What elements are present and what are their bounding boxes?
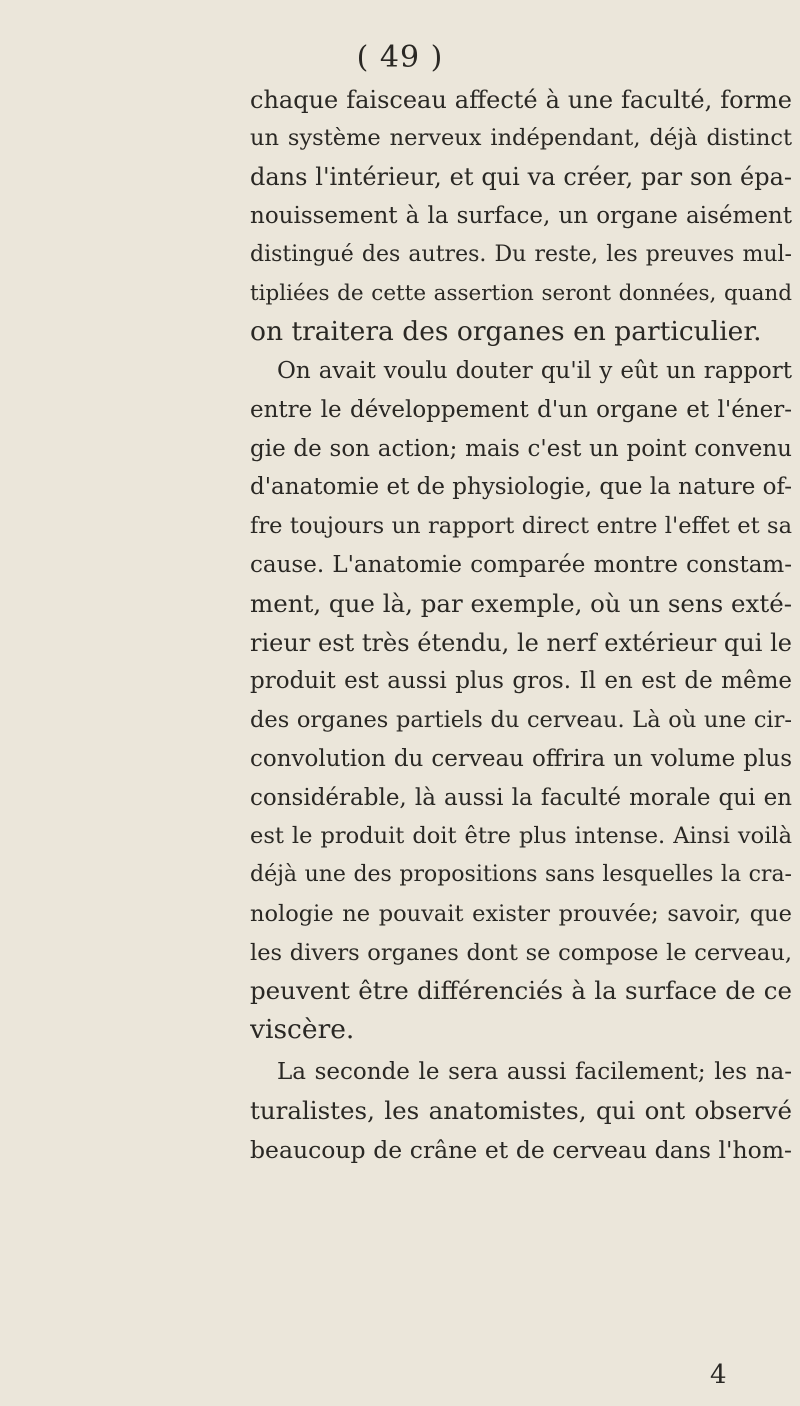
text-line: chaque faisceau affecté à une faculté, forme [250,86,792,114]
text-line: beaucoup de crâne et de cerveau dans l'hom- [250,1136,792,1164]
text-line: La seconde le sera aussi facilement; les na- [277,1059,792,1085]
text-line: rieur est très étendu, le nerf extérieur qui le [250,629,792,657]
text-line: viscère. [250,1014,355,1045]
text-line: nouissement à la surface, un organe aisément [250,203,792,229]
text-line: tipliées de cette assertion seront données, quand [250,281,792,306]
page-number: ( 49 ) [356,40,444,75]
text-line: est le produit doit être plus intense. Ainsi voilà [250,823,792,849]
text-line: cause. L'anatomie comparée montre constam- [250,552,792,578]
text-line: nologie ne pouvait exister prouvée; savoir, que [250,901,792,927]
text-line: On avait voulu douter qu'il y eût un rapport [277,358,792,384]
text-line: des organes partiels du cerveau. Là où une cir- [250,707,792,733]
text-line: turalistes, les anatomistes, qui ont observé [250,1096,792,1125]
text-line: entre le développement d'un organe et l'éner- [250,397,792,423]
text-line: convolution du cerveau offrira un volume plus [250,746,792,772]
signature-mark: 4 [710,1360,727,1390]
text-line: fre toujours un rapport direct entre l'effet et sa [250,513,792,539]
text-line: ment, que là, par exemple, où un sens exté- [250,589,792,618]
text-line: dans l'intérieur, et qui va créer, par son épa- [250,163,792,191]
text-line: considérable, là aussi la faculté morale qui en [250,785,792,811]
text-line: on traitera des organes en particulier. [250,316,762,347]
text-line: un système nerveux indépendant, déjà distinct [250,125,792,151]
text-line: gie de son action; mais c'est un point convenu [250,436,792,462]
text-line: les divers organes dont se compose le cerveau, [250,940,792,966]
text-line: produit est aussi plus gros. Il en est de même [250,668,792,694]
text-line: peuvent être différenciés à la surface de ce [250,976,792,1005]
text-line: distingué des autres. Du reste, les preuves mul- [250,242,792,267]
text-line: déjà une des propositions sans lesquelles la cra- [250,862,792,887]
text-line: d'anatomie et de physiologie, que la nature of- [250,474,792,500]
